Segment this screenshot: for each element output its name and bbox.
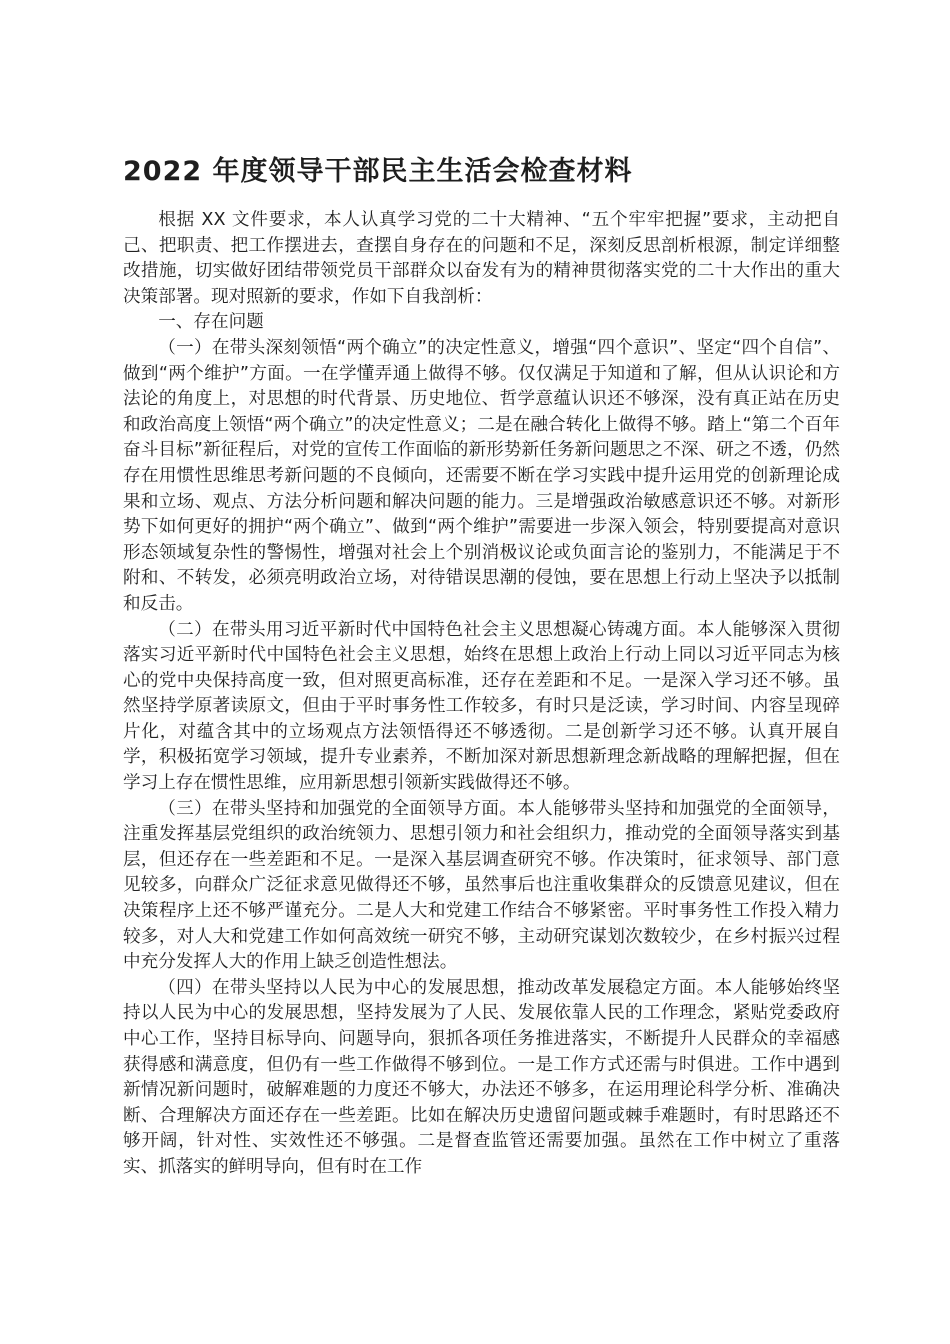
document-title: 2022 年度领导干部民主生活会检查材料 (123, 156, 633, 187)
paragraph-item-4: （四）在带头坚持以人民为中心的发展思想，推动改革发展稳定方面。本人能够始终坚持以人民为中心的发展思想，坚持发展为了人民、发展依靠人民的工作理念，紧贴党委政府中心工作，坚持目标导向、问题导向，狠抓各项任务推进落实，不断提升人民群众的幸福感获得感和满意度，但仍有一些工作做得不够到位。一是工作方式还需与时俱进。工作中遇到新情况新问题时，破解难题的力度还不够大，办法还不够多，在运用理论科学分析、准确决断、合理解决方面还存在一些差距。比如在解决历史遗留问题或棘手难题时，有时思路还不够开阔，针对性、实效性还不够强。二是督查监管还需要加强。虽然在工作中树立了重落实、抓落实的鲜明导向，但有时在工作 (123, 977, 840, 1177)
intro-paragraph: 根据 XX 文件要求，本人认真学习党的二十大精神、“五个牢牢把握”要求，主动把自己、把职责、把工作摆进去，查摆自身存在的问题和不足，深刻反思剖析根源，制定详细整改措施，切实做好团结带领党员干部群众以奋发有为的精神贯彻落实党的二十大作出的重大决策部署。现对照新的要求，作如下自我剖析： (123, 210, 840, 307)
paragraph-item-3: （三）在带头坚持和加强党的全面领导方面。本人能够带头坚持和加强党的全面领导，注重发挥基层党组织的政治统领力、思想引领力和社会组织力，推动党的全面领导落实到基层，但还存在一些差距和不足。一是深入基层调查研究不够。作决策时，征求领导、部门意见较多，向群众广泛征求意见做得还不够，虽然事后也注重收集群众的反馈意见建议，但在决策程序上还不够严谨充分。二是人大和党建工作结合不够紧密。平时事务性工作投入精力较多，对人大和党建工作如何高效统一研究不够，主动研究谋划次数较少，在乡村振兴过程中充分发挥人大的作用上缺乏创造性想法。 (123, 798, 840, 973)
paragraph-item-2: （二）在带头用习近平新时代中国特色社会主义思想凝心铸魂方面。本人能够深入贯彻落实习近平新时代中国特色社会主义思想，始终在思想上政治上行动上同以习近平同志为核心的党中央保持高度一致，但对照更高标准，还存在差距和不足。一是深入学习还不够。虽然坚持学原著读原文，但由于平时事务性工作较多，有时只是泛读，学习时间、内容呈现碎片化，对蕴含其中的立场观点方法领悟得还不够透彻。二是创新学习还不够。认真开展自学，积极拓宽学习领域，提升专业素养，不断加深对新思想新理念新战略的理解把握，但在学习上存在惯性思维，应用新思想引领新实践做得还不够。 (123, 619, 840, 794)
paragraph-item-1: （一）在带头深刻领悟“两个确立”的决定性意义，增强“四个意识”、坚定“四个自信”、做到“两个维护”方面。一在学懂弄通上做得不够。仅仅满足于知道和了解，但从认识论和方法论的角度上，对思想的时代背景、历史地位、哲学意蕴认识还不够深，没有真正站在历史和政治高度上领悟“两个确立”的决定性意义；二是在融合转化上做得不够。踏上“第二个百年奋斗目标”新征程后，对党的宣传工作面临的新形势新任务新问题思之不深、研之不透，仍然存在用惯性思维思考新问题的不良倾向，还需要不断在学习实践中提升运用党的创新理论成果和立场、观点、方法分析问题和解决问题的能力。三是增强政治敏感意识还不够。对新形势下如何更好的拥护“两个确立”、做到“两个维护”需要进一步深入领会，特别要提高对意识形态领域复杂性的警惕性，增强对社会上个别消极议论或负面言论的鉴别力，不能满足于不附和、不转发，必须亮明政治立场，对待错误思潮的侵蚀，要在思想上行动上坚决予以抵制和反击。 (123, 337, 840, 614)
section-heading-existing-problems: 一、存在问题 (158, 312, 264, 333)
document-body (123, 208, 840, 1181)
